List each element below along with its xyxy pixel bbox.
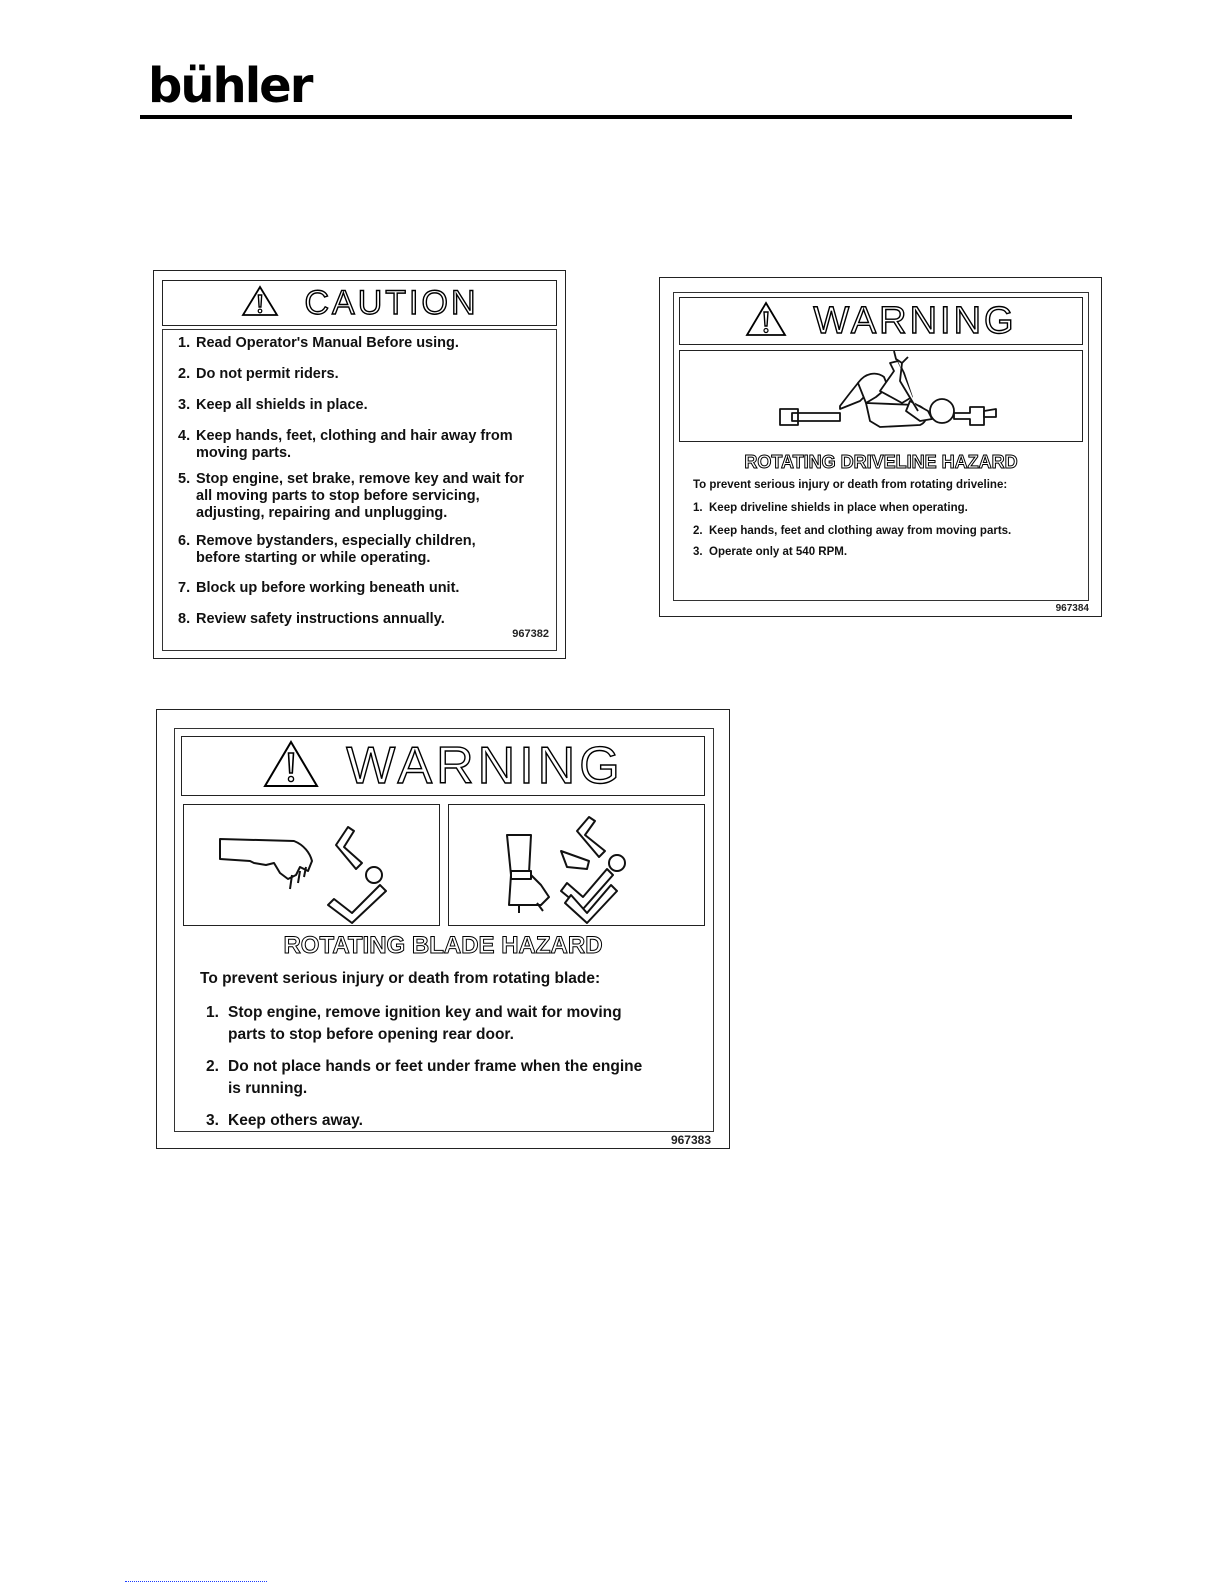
list-item: 8. Review safety instructions annually. <box>178 611 445 627</box>
blade-hazard-title: ROTATING BLADE HAZARD <box>283 932 603 959</box>
caution-decal <box>153 270 566 659</box>
list-item: 4. Keep hands, feet, clothing and hair away from moving parts. <box>178 428 513 461</box>
list-item: 7. Block up before working beneath unit. <box>178 580 460 596</box>
blade-intro: To prevent serious injury or death from rotating blade: <box>200 970 601 987</box>
warning-triangle-icon <box>241 285 279 322</box>
hand-blade-icon <box>184 805 439 925</box>
part-number: 967382 <box>512 628 549 640</box>
list-item: 1. Stop engine, remove ignition key and wait for moving parts to stop before opening rear door. <box>206 1004 622 1043</box>
part-number: 967383 <box>670 1133 711 1147</box>
list-item: 6. Remove bystanders, especially children, before starting or while operating. <box>178 533 476 566</box>
list-item: 5. Stop engine, set brake, remove key and wait for all moving parts to stop before servicing, adjusting, repairing and unplugging. <box>178 471 524 521</box>
footnote-rule <box>125 1581 267 1583</box>
warning-triangle-icon <box>262 739 320 794</box>
blade-warning-decal <box>156 709 730 1149</box>
foot-picture-box <box>448 804 705 926</box>
list-item: 2. Keep hands, feet and clothing away from moving parts. <box>693 525 1012 537</box>
list-item: 3. Operate only at 540 RPM. <box>693 546 848 558</box>
list-item: 1. Keep driveline shields in place when operating. <box>693 502 968 514</box>
caution-heading: CAUTION <box>304 283 479 322</box>
buhler-logo: bühler <box>148 58 312 114</box>
foot-blade-icon <box>449 805 704 925</box>
driveline-intro: To prevent serious injury or death from rotating driveline: <box>693 479 1008 491</box>
list-item: 3. Keep others away. <box>206 1112 363 1129</box>
caution-title-box <box>162 280 557 326</box>
driveline-hazard-title: ROTATING DRIVELINE HAZARD <box>744 452 1018 472</box>
blade-heading: WARNING <box>346 737 624 795</box>
blade-title-box <box>181 736 705 796</box>
part-number: 967384 <box>1055 603 1089 614</box>
blade-instructions <box>200 968 700 1132</box>
driveline-body-box <box>673 292 1089 601</box>
list-item: 2. Do not permit riders. <box>178 366 339 382</box>
driveline-warning-decal <box>659 277 1102 617</box>
caution-list <box>178 335 548 628</box>
hand-picture-box <box>183 804 440 926</box>
driveline-heading: WARNING <box>813 299 1017 342</box>
header-rule <box>140 115 1072 119</box>
list-item: 3. Keep all shields in place. <box>178 397 368 413</box>
list-item: 2. Do not place hands or feet under frame when the engine is running. <box>206 1058 643 1097</box>
list-item: 1. Read Operator's Manual Before using. <box>178 335 459 351</box>
